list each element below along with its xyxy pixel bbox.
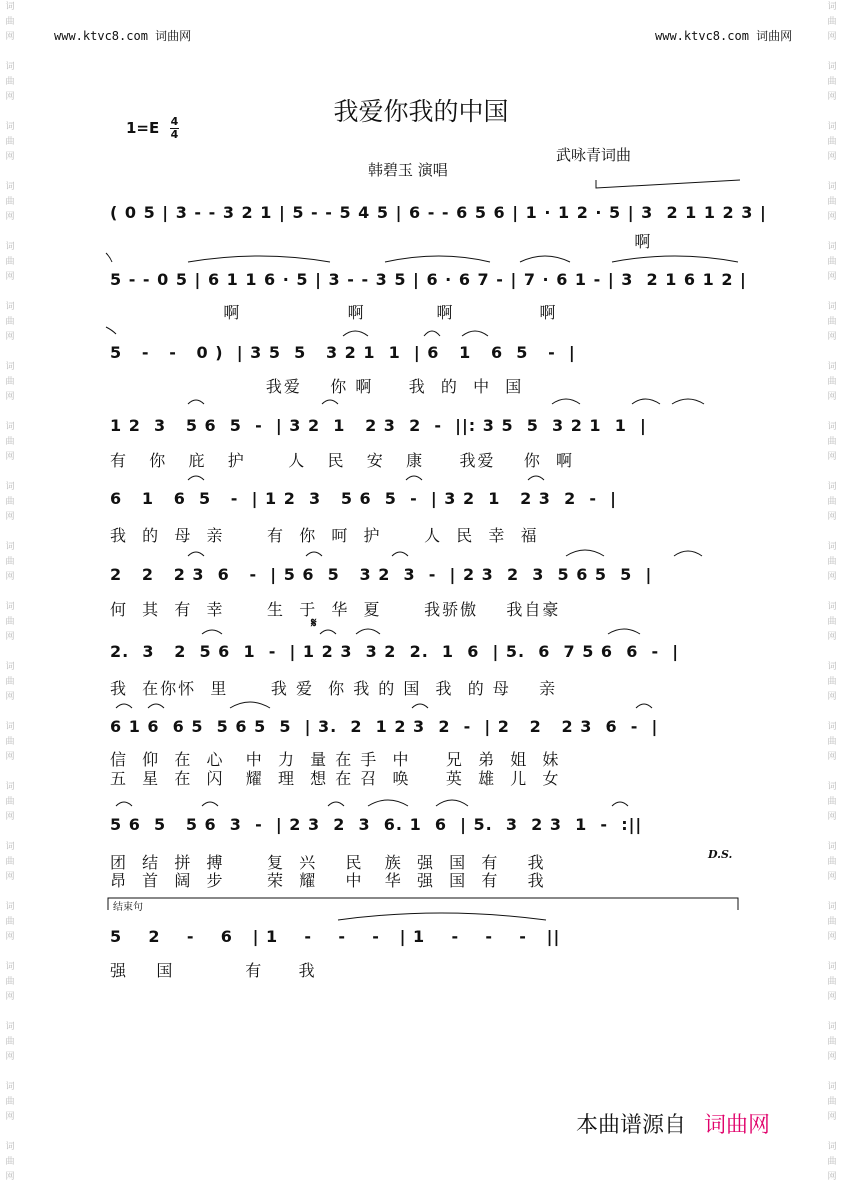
slur-row-5-a: [188, 476, 204, 480]
slur-row-8-a: [116, 704, 132, 708]
source-brand-link[interactable]: 词曲网: [704, 1113, 771, 1138]
slur-row-9-a: [116, 802, 132, 806]
notation-row-2: 5 - - 0 5 | 6 1 1 6 · 5 | 3 - - 3 5 | 6 · 6 7 - | 7 · 6 1 - | 3 2 1 6 1 2 |: [110, 270, 747, 289]
slur-row-4-e: [672, 399, 704, 404]
slur-row-8-d: [412, 704, 428, 708]
slur-row-6-e: [674, 551, 702, 556]
slur-row-3-a: [343, 331, 368, 336]
slur-row-6-a: [188, 552, 204, 556]
slur-row-10: [338, 913, 546, 920]
tie-row-2-start: [106, 253, 112, 262]
slur-row-9-e: [436, 800, 468, 806]
slur-row-6-c: [392, 552, 408, 556]
lyric-row-5: 我 的 母 亲 有 你 呵 护 人 民 幸 福: [110, 526, 539, 545]
lyric-row-1: 啊: [110, 232, 653, 251]
slur-row-2-c: [520, 256, 570, 262]
site-url-left[interactable]: www.ktvc8.com 词曲网: [54, 29, 192, 43]
notation-row-5: 6 1 6 5 - | 1 2 3 5 6 5 - | 3 2 1 2 3 2 - |: [110, 489, 617, 508]
lyric-row-4: 有 你 庇 护 人 民 安 康 我爱 你 啊: [110, 451, 575, 470]
slur-row-7-a: [202, 630, 222, 634]
slur-row-9-c: [328, 802, 344, 806]
source-label: 本曲谱源自: [576, 1113, 687, 1138]
source-footer: [576, 1108, 770, 1139]
slur-row-8-e: [636, 704, 652, 708]
segno-sign: 𝄋: [311, 616, 317, 631]
slur-row-4-b: [322, 400, 338, 404]
writer-credit: 武咏青词曲: [556, 146, 632, 164]
lyric-row-6: 何 其 有 幸 生 于 华 夏 我骄傲 我自豪: [110, 600, 561, 619]
slur-row-5-c: [528, 476, 544, 480]
slur-row-7-c: [356, 629, 380, 634]
watermark-strip-left: 词 曲 网 词 曲 网 词 曲 网 词 曲 网 词 曲 网 词 曲 网 词 曲 网 词 曲 网 词 曲 网 词 曲 网 词 曲 网 词 曲 网 词 曲 网 词 曲 网 词 曲 网 词 曲 网 词 曲 网 词 曲 网 词 曲 网 词 曲 网: [5, 2, 15, 1182]
slur-row-6-b: [306, 552, 322, 556]
slur-row-7-d: [608, 629, 640, 634]
notation-row-10: 5 2 - 6 | 1 - - - | 1 - - - ||: [110, 927, 561, 946]
lyric-row-2: 啊 啊 啊 啊: [110, 303, 558, 322]
singer-credit: 韩碧玉 演唱: [368, 161, 448, 179]
slur-row-4-a: [188, 400, 204, 404]
slur-row-3-b: [424, 331, 440, 336]
slur-row-2-b: [385, 256, 490, 262]
lyric-row-8-verse-2: 五 星 在 闪 耀 理 想 在 召 唤 英 雄 儿 女: [110, 769, 561, 788]
lyric-row-9-verse-2: 昂 首 阔 步 荣 耀 中 华 强 国 有 我: [110, 871, 546, 890]
lyric-row-7: 我 在你怀 里 我 爱 你 我 的 国 我 的 母 亲: [110, 679, 558, 698]
slur-row-4-c: [552, 399, 580, 404]
notation-row-9: 5 6 5 5 6 3 - | 2 3 2 3 6. 1 6 | 5. 3 2 3 1 - :||: [110, 815, 643, 834]
site-url-right[interactable]: www.ktvc8.com 词曲网: [655, 29, 793, 43]
slur-row-2-a: [188, 256, 330, 262]
tie-row-3-start: [106, 327, 116, 334]
slur-row-5-b: [406, 476, 422, 480]
slur-row-2-d: [612, 256, 738, 262]
notation-row-8: 6 1 6 6 5 5 6 5 5 | 3. 2 1 2 3 2 - | 2 2 2 3 6 - |: [110, 717, 659, 736]
lyric-row-10: 强 国 有 我: [110, 961, 317, 980]
notation-row-1: ( 0 5 | 3 - - 3 2 1 | 5 - - 5 4 5 | 6 - - 6 5 6 | 1 · 1 2 · 5 | 3 2 1 1 2 3 |: [110, 203, 767, 222]
time-signature-top: 4: [170, 115, 179, 128]
slur-row-9-f: [612, 802, 628, 806]
time-signature-bottom: 4: [170, 128, 179, 141]
slur-row-4-d: [632, 399, 660, 404]
slur-row-7-b: [320, 630, 336, 634]
notation-row-6: 2 2 2 3 6 - | 5 6 5 3 2 3 - | 2 3 2 3 5 6 5 5 |: [110, 565, 653, 584]
slur-row-9-b: [202, 802, 218, 806]
ending-label: 结束句: [113, 902, 143, 913]
notation-row-3: 5 - - 0 ) | 3 5 5 3 2 1 1 | 6 1 6 5 - |: [110, 343, 576, 362]
watermark-strip-right: 词 曲 网 词 曲 网 词 曲 网 词 曲 网 词 曲 网 词 曲 网 词 曲 网 词 曲 网 词 曲 网 词 曲 网 词 曲 网 词 曲 网 词 曲 网 词 曲 网 词 曲 网 词 曲 网 词 曲 网 词 曲 网 词 曲 网 词 曲 网: [827, 2, 837, 1182]
lyric-row-9: 团 结 拼 搏 复 兴 民 族 强 国 有 我: [110, 853, 546, 872]
slur-row-9-d: [368, 800, 408, 806]
ds-marker: D.S.: [708, 848, 733, 861]
notation-row-7: 2. 3 2 5 6 1 - | 1 2 3 3 2 2. 1 6 | 5. 6 7 5 6 6 - |: [110, 642, 680, 661]
notation-row-4: 1 2 3 5 6 5 - | 3 2 1 2 3 2 - ||: 3 5 5 3 2 1 1 |: [110, 416, 647, 435]
lyric-row-8: 信 仰 在 心 中 力 量 在 手 中 兄 弟 姐 妹: [110, 750, 561, 769]
slur-row-8-b: [148, 704, 164, 708]
slur-row-1: [596, 180, 740, 188]
song-title: 我爱你我的中国: [333, 97, 509, 126]
lyric-row-3: 我爱 你 啊 我 的 中 国: [110, 377, 524, 396]
slur-row-8-c: [230, 702, 270, 708]
slur-row-6-d: [566, 550, 604, 556]
ending-bracket: [108, 898, 738, 910]
key-signature: 1=E: [126, 119, 160, 137]
slur-row-3-c: [462, 331, 488, 336]
